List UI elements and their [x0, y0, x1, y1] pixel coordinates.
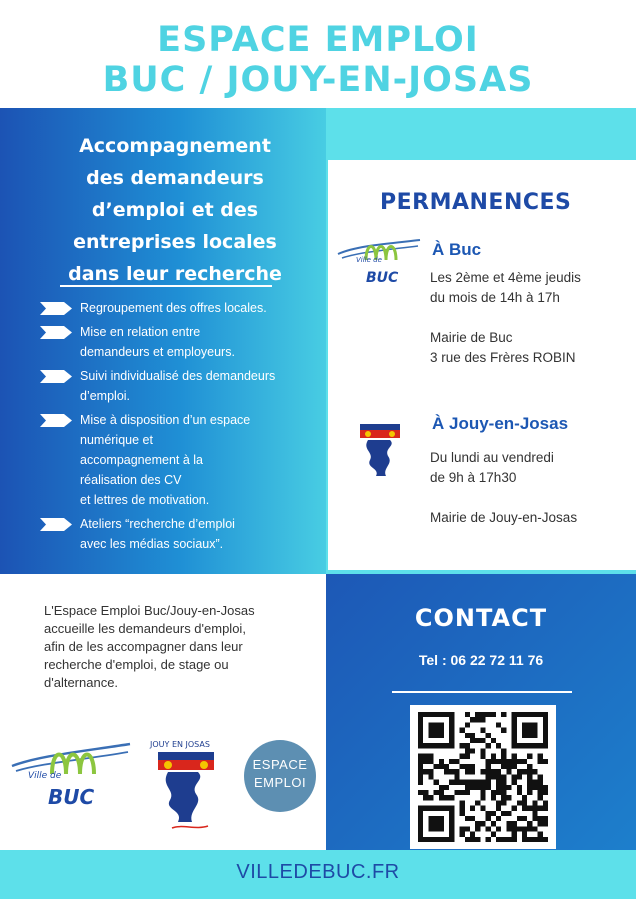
buc-title: À Buc: [432, 240, 482, 259]
permanences-title: PERMANENCES: [380, 190, 572, 215]
list-item-text: réalisation des CV: [80, 473, 182, 487]
lead-line: Accompagnement: [79, 135, 271, 157]
buc-schedule-line: du mois de 14h à 17h: [430, 290, 560, 305]
intro-text: [44, 602, 304, 692]
list-item-text: d’emploi.: [80, 389, 131, 403]
list-item-text: Ateliers “recherche d’emploi: [80, 517, 235, 531]
jouy-logo-large-icon: [148, 738, 224, 836]
list-item-text: Suivi individualisé des demandeurs: [80, 369, 276, 383]
buc-schedule: [430, 268, 581, 308]
intro-line: recherche d'emploi, de stage ou: [44, 657, 229, 672]
arrow-bullet-icon: [40, 370, 72, 383]
espace-emploi-logo: [244, 740, 316, 812]
website-link[interactable]: VILLEDEBUC.FR: [236, 861, 400, 883]
intro-line: d'alternance.: [44, 675, 119, 690]
divider: [60, 285, 272, 287]
list-item-text: et lettres de motivation.: [80, 493, 210, 507]
buc-logo-large-icon: [8, 736, 134, 812]
jouy-schedule: [430, 448, 554, 488]
list-item-text: demandeurs et employeurs.: [80, 345, 235, 359]
lead-line: entreprises locales: [73, 231, 277, 253]
espace-logo-line2: EMPLOI: [253, 775, 307, 790]
title-line-1: ESPACE EMPLOI: [157, 20, 479, 60]
buc-logo-large-top-text: Ville de: [28, 771, 62, 781]
buc-schedule-line: Les 2ème et 4ème jeudis: [430, 270, 581, 285]
intro-line: afin de les accompagner dans leur: [44, 639, 243, 654]
intro-line: L'Espace Emploi Buc/Jouy-en-Josas: [44, 603, 255, 618]
list-item-text: Regroupement des offres locales.: [80, 301, 267, 315]
contact-title: CONTACT: [414, 604, 548, 632]
list-item-text: numérique et: [80, 433, 153, 447]
espace-logo-line1: ESPACE: [252, 757, 308, 772]
buc-address-line: Mairie de Buc: [430, 330, 513, 345]
title-line-2: BUC / JOUY-EN-JOSAS: [102, 60, 534, 100]
jouy-schedule-line: Du lundi au vendredi: [430, 450, 554, 465]
divider: [392, 691, 572, 693]
phone-number[interactable]: Tel : 06 22 72 11 76: [418, 652, 544, 668]
buc-logo-bottom-text: BUC: [366, 270, 399, 286]
buc-logo-icon: [336, 232, 422, 290]
buc-address-line: 3 rue des Frères ROBIN: [430, 350, 576, 365]
header: [0, 0, 636, 108]
intro-line: accueille les demandeurs d'emploi,: [44, 621, 246, 636]
lead-heading: [34, 130, 316, 290]
jouy-schedule-line: de 9h à 17h30: [430, 470, 517, 485]
footer: [0, 850, 636, 899]
list-item-text: Mise à disposition d’un espace: [80, 413, 251, 427]
arrow-bullet-icon: [40, 326, 72, 339]
list-item-text: accompagnement à la: [80, 453, 203, 467]
lead-line: des demandeurs: [86, 167, 264, 189]
list-item-text: avec les médias sociaux”.: [80, 537, 224, 551]
lead-line: d’emploi et des: [91, 199, 259, 221]
jouy-address-line: Mairie de Jouy-en-Josas: [430, 510, 578, 525]
jouy-logo-label: JOUY EN JOSAS: [150, 740, 210, 749]
list-item-text: Mise en relation entre: [80, 325, 201, 339]
qr-code-icon: [417, 712, 549, 842]
jouy-coat-of-arms-icon: [354, 416, 406, 486]
buc-logo-large-bottom-text: BUC: [48, 785, 95, 809]
jouy-title: À Jouy-en-Josas: [432, 414, 569, 433]
arrow-bullet-icon: [40, 518, 72, 531]
arrow-bullet-icon: [40, 414, 72, 427]
arrow-bullet-icon: [40, 302, 72, 315]
qr-code[interactable]: [410, 705, 556, 849]
jouy-address: [430, 508, 577, 528]
lead-line: dans leur recherche: [68, 263, 282, 285]
buc-logo-top-text: Ville de: [356, 256, 382, 264]
buc-address: [430, 328, 576, 368]
